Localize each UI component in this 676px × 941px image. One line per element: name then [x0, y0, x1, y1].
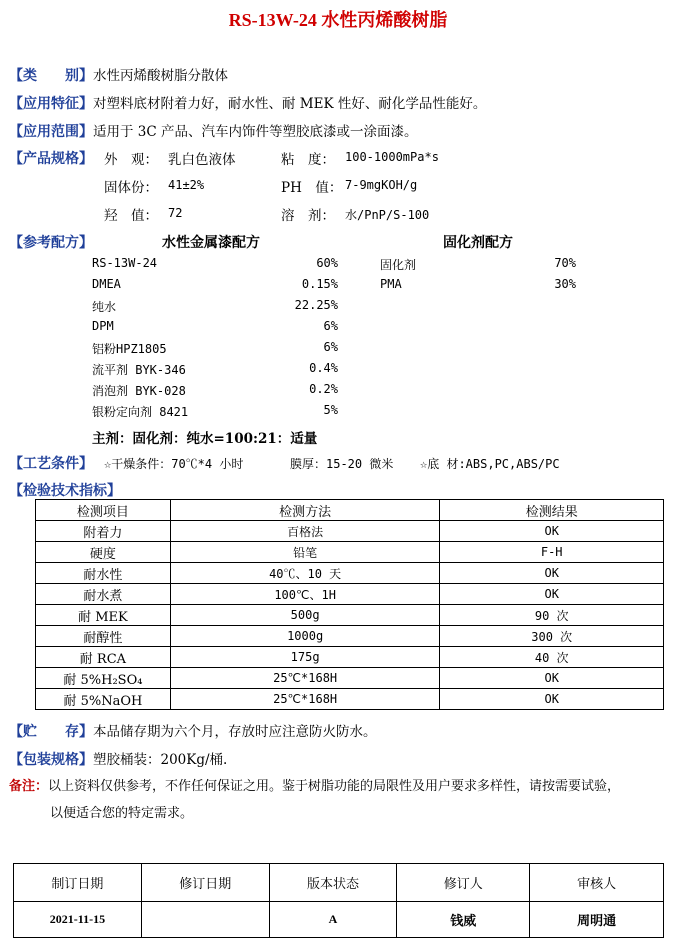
- test-item: 耐 5%H₂SO₄: [36, 668, 171, 689]
- tests-header-result: 检测结果: [440, 500, 664, 521]
- test-method: 铅笔: [170, 542, 440, 563]
- tests-row: [36, 563, 664, 584]
- paint-item-value: 0.2%: [309, 382, 338, 396]
- test-method: 500g: [170, 605, 440, 626]
- note-line-1: 以上资料仅供参考，不作任何保证之用。鉴于树脂功能的局限性及用户要求多样性，请按需要试验，: [48, 779, 621, 794]
- rev-version: A: [269, 902, 397, 938]
- hardener-item-value: 70%: [554, 256, 576, 270]
- paint-item-name: 流平剂 BYK-346: [92, 363, 186, 377]
- note-row: [9, 775, 620, 794]
- scope-row: [9, 120, 418, 141]
- test-result: OK: [440, 689, 664, 710]
- category-value: 水性丙烯酸树脂分散体: [93, 68, 228, 84]
- tests-header-item: 检测项目: [36, 500, 171, 521]
- solvent-label: 溶 剂：: [281, 208, 335, 224]
- process-label: 【工艺条件】: [9, 456, 93, 472]
- test-result: OK: [440, 521, 664, 542]
- appearance-label: 外 观：: [104, 152, 158, 168]
- paint-item-value: 5%: [323, 403, 338, 417]
- viscosity-label: 粘 度：: [281, 152, 335, 168]
- storage-row: [9, 720, 377, 741]
- test-item: 耐水煮: [36, 584, 171, 605]
- test-method: 175g: [170, 647, 440, 668]
- paint-item-name: RS-13W-24: [92, 256, 158, 270]
- hardener-formula-title: 固化剂配方: [443, 235, 513, 251]
- test-item: 硬度: [36, 542, 171, 563]
- scope-label: 【应用范围】: [9, 124, 93, 140]
- packing-row: [9, 748, 227, 769]
- storage-label: 【贮 存】: [9, 724, 93, 740]
- rev-header-created: 制订日期: [14, 864, 142, 902]
- ph-value: 7-9mgKOH/g: [345, 178, 418, 192]
- paint-item-name: DMEA: [92, 277, 121, 291]
- paint-item-value: 22.25%: [294, 298, 338, 312]
- formula-label: 【参考配方】: [9, 235, 93, 251]
- paint-item-value: 60%: [316, 256, 338, 270]
- features-value: 对塑料底材附着力好，耐水性、耐 MEK 性好、耐化学品性能好。: [93, 96, 487, 112]
- test-result: OK: [440, 563, 664, 584]
- paint-item-name: 铝粉HPZ1805: [92, 342, 167, 356]
- tests-row: [36, 584, 664, 605]
- tests-row: [36, 668, 664, 689]
- solvent-value: 水/PnP/S-100: [345, 208, 430, 222]
- scope-value: 适用于 3C 产品、汽车内饰件等塑胶底漆或一涂面漆。: [93, 124, 418, 140]
- rev-created-date: 2021-11-15: [14, 902, 142, 938]
- process-substrate: ☆底 材:ABS,PC,ABS/PC: [420, 457, 560, 471]
- process-film: 膜厚：15-20 微米: [290, 457, 394, 471]
- paint-item-value: 0.4%: [309, 361, 338, 375]
- packing-value: 塑胶桶装：200Kg/桶.: [93, 752, 228, 768]
- storage-value: 本品储存期为六个月，存放时应注意防火防水。: [93, 724, 377, 740]
- ph-label: PH 值：: [281, 180, 343, 196]
- test-method: 百格法: [170, 521, 440, 542]
- note-line-2: 以便适合您的特定需求。: [50, 806, 194, 821]
- document-title: RS-13W-24 水性丙烯酸树脂: [228, 10, 448, 30]
- solids-value: 41±2%: [168, 178, 205, 192]
- category-label: 【类 别】: [9, 68, 93, 84]
- appearance-value: 乳白色液体: [168, 152, 236, 168]
- rev-reviewer: 周明通: [530, 902, 664, 938]
- paint-item-value: 6%: [323, 319, 338, 333]
- rev-header-revised: 修订日期: [141, 864, 269, 902]
- tests-header-method: 检测方法: [170, 500, 440, 521]
- tests-header-row: [36, 500, 664, 521]
- paint-item-name: DPM: [92, 319, 114, 333]
- features-row: [9, 92, 486, 113]
- specs-label: 【产品规格】: [9, 151, 93, 167]
- mix-ratio: 主剂：固化剂：纯水=100:21：适量: [92, 431, 318, 447]
- test-result: 300 次: [440, 626, 664, 647]
- solids-label: 固体份：: [104, 180, 158, 196]
- tests-row: [36, 626, 664, 647]
- tests-row: [36, 521, 664, 542]
- test-result: OK: [440, 668, 664, 689]
- test-item: 附着力: [36, 521, 171, 542]
- test-result: 40 次: [440, 647, 664, 668]
- paint-item-name: 消泡剂 BYK-028: [92, 384, 186, 398]
- test-item: 耐 5%NaOH: [36, 689, 171, 710]
- test-result: F-H: [440, 542, 664, 563]
- paint-item-name: 纯水: [92, 300, 117, 314]
- tests-row: [36, 605, 664, 626]
- test-item: 耐 MEK: [36, 605, 171, 626]
- test-method: 25℃*168H: [170, 668, 440, 689]
- paint-formula-title: 水性金属漆配方: [162, 235, 260, 251]
- hardener-item-name: 固化剂: [380, 258, 417, 272]
- paint-item-name: 银粉定向剂 8421: [92, 405, 189, 419]
- rev-header-version: 版本状态: [269, 864, 397, 902]
- revision-value-row: [14, 902, 664, 938]
- test-method: 1000g: [170, 626, 440, 647]
- rev-revised-date: [141, 902, 269, 938]
- rev-reviser: 钱威: [397, 902, 530, 938]
- test-item: 耐 RCA: [36, 647, 171, 668]
- tests-row: [36, 647, 664, 668]
- features-label: 【应用特征】: [9, 96, 93, 112]
- tests-row: [36, 689, 664, 710]
- tests-label: 【检验技术指标】: [9, 483, 121, 499]
- tests-table: [35, 499, 664, 710]
- hardener-item-name: PMA: [380, 277, 402, 291]
- test-method: 100℃、1H: [170, 584, 440, 605]
- hydroxyl-label: 羟 值：: [104, 208, 158, 224]
- note-label: 备注：: [9, 779, 49, 794]
- process-dry: ☆干燥条件：70℃*4 小时: [104, 457, 244, 471]
- test-result: OK: [440, 584, 664, 605]
- packing-label: 【包装规格】: [9, 752, 93, 768]
- paint-item-value: 6%: [323, 340, 338, 354]
- revision-table: [13, 863, 664, 938]
- rev-header-reviewer: 审核人: [530, 864, 664, 902]
- test-result: 90 次: [440, 605, 664, 626]
- test-item: 耐水性: [36, 563, 171, 584]
- hardener-item-value: 30%: [554, 277, 576, 291]
- hydroxyl-value: 72: [168, 206, 183, 220]
- test-method: 25℃*168H: [170, 689, 440, 710]
- test-method: 40℃、10 天: [170, 563, 440, 584]
- viscosity-value: 100-1000mPa*s: [345, 150, 439, 164]
- tests-row: [36, 542, 664, 563]
- paint-item-value: 0.15%: [301, 277, 338, 291]
- category-row: [9, 64, 228, 85]
- test-item: 耐醇性: [36, 626, 171, 647]
- revision-header-row: [14, 864, 664, 902]
- rev-header-reviser: 修订人: [397, 864, 530, 902]
